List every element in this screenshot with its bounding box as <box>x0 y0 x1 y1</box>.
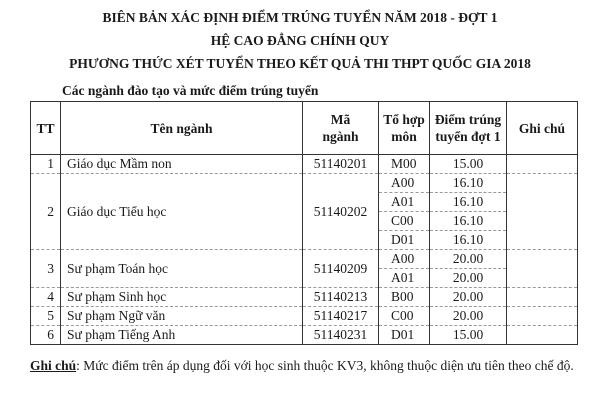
footnote-text: : Mức điểm trên áp dụng đối với học sinh thuộc KV3, không thuộc diện ưu tiên theo chế độ. <box>76 358 574 373</box>
cell-program-name: Giáo dục Mầm non <box>61 155 303 174</box>
header-tt: TT <box>31 102 61 155</box>
cell-tt: 2 <box>31 174 61 250</box>
cell-note <box>507 174 578 250</box>
cell-subject-combo: A01 <box>379 269 430 288</box>
table-row <box>31 155 578 174</box>
cell-subject-combo: D01 <box>379 231 430 250</box>
cell-note <box>507 307 578 326</box>
cell-admission-score: 16.10 <box>430 174 507 193</box>
cell-subject-combo: A01 <box>379 193 430 212</box>
header-score-label: Điểm trúng tuyển đợt 1 <box>434 112 502 144</box>
header-code-label: Mã ngành <box>322 112 359 144</box>
cell-program-name: Sư phạm Ngữ văn <box>61 307 303 326</box>
header-score <box>430 102 507 155</box>
cell-program-code: 51140202 <box>303 174 379 250</box>
cell-note <box>507 288 578 307</box>
table-row <box>31 288 578 307</box>
document-title: BIÊN BẢN XÁC ĐỊNH ĐIỂM TRÚNG TUYỂN NĂM 2018 - ĐỢT 1 <box>102 10 498 25</box>
cell-subject-combo: A00 <box>379 250 430 269</box>
cell-note <box>507 250 578 288</box>
cell-tt: 4 <box>31 288 61 307</box>
document-subtitle-method: PHƯƠNG THỨC XÉT TUYỂN THEO KẾT QUẢ THI THPT QUỐC GIA 2018 <box>69 56 531 71</box>
header-name: Tên ngành <box>61 102 303 155</box>
section-heading: Các ngành đào tạo và mức điểm trúng tuyển <box>62 83 319 98</box>
cell-admission-score: 20.00 <box>430 250 507 269</box>
cell-admission-score: 15.00 <box>430 155 507 174</box>
table-row <box>31 307 578 326</box>
header-note: Ghi chú <box>507 102 578 155</box>
cell-program-code: 51140201 <box>303 155 379 174</box>
cell-tt: 6 <box>31 326 61 345</box>
footnote-label: Ghi chú <box>30 358 77 373</box>
cell-tt: 3 <box>31 250 61 288</box>
footnote <box>30 357 580 374</box>
cell-note <box>507 326 578 345</box>
table-header-row <box>31 102 578 155</box>
cell-program-name: Giáo dục Tiểu học <box>61 174 303 250</box>
table-row <box>31 326 578 345</box>
cell-admission-score: 16.10 <box>430 231 507 250</box>
cell-admission-score: 20.00 <box>430 288 507 307</box>
cell-tt: 1 <box>31 155 61 174</box>
cell-admission-score: 15.00 <box>430 326 507 345</box>
header-combo <box>379 102 430 155</box>
cell-program-code: 51140213 <box>303 288 379 307</box>
cell-subject-combo: M00 <box>379 155 430 174</box>
cell-subject-combo: C00 <box>379 307 430 326</box>
header-code <box>303 102 379 155</box>
admission-score-table <box>30 101 578 345</box>
cell-admission-score: 20.00 <box>430 269 507 288</box>
cell-program-code: 51140231 <box>303 326 379 345</box>
cell-program-code: 51140209 <box>303 250 379 288</box>
cell-tt: 5 <box>31 307 61 326</box>
cell-subject-combo: D01 <box>379 326 430 345</box>
table-row <box>31 174 578 193</box>
cell-admission-score: 16.10 <box>430 212 507 231</box>
document-subtitle-system: HỆ CAO ĐẲNG CHÍNH QUY <box>210 33 390 48</box>
cell-program-code: 51140217 <box>303 307 379 326</box>
cell-program-name: Sư phạm Tiếng Anh <box>61 326 303 345</box>
table-row <box>31 250 578 269</box>
cell-program-name: Sư phạm Sinh học <box>61 288 303 307</box>
cell-note <box>507 155 578 174</box>
cell-admission-score: 20.00 <box>430 307 507 326</box>
cell-program-name: Sư phạm Toán học <box>61 250 303 288</box>
cell-subject-combo: B00 <box>379 288 430 307</box>
cell-subject-combo: C00 <box>379 212 430 231</box>
header-combo-label: Tổ hợp môn <box>383 112 425 144</box>
cell-subject-combo: A00 <box>379 174 430 193</box>
cell-admission-score: 16.10 <box>430 193 507 212</box>
